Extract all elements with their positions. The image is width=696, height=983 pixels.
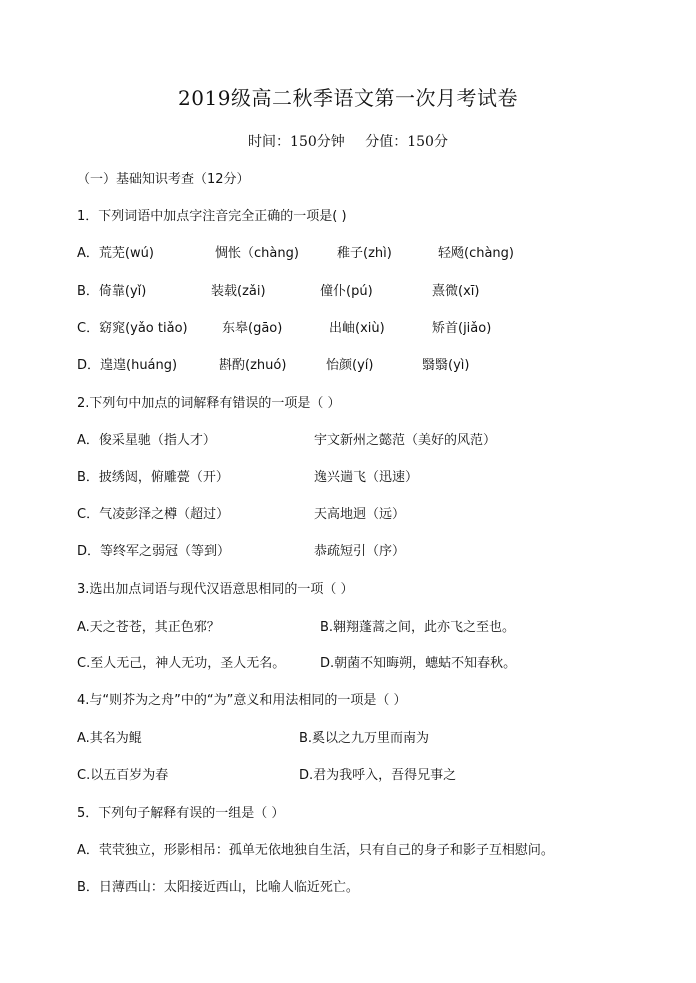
q4-stem: 4.与“则芥为之舟”中的“为”意义和用法相同的一项是（ ） [77, 693, 407, 708]
q5-option-b: B．日薄西山：太阳接近西山，比喻人临近死亡。 [77, 880, 359, 895]
q2-option-d-1: D．等终军之弱冠（等到） [77, 544, 231, 559]
q1-option-b-2: 装载(zǎi) [211, 284, 266, 299]
q1-option-a-3: 稚子(zhì) [337, 246, 392, 261]
exam-subtitle [0, 131, 696, 151]
q1-option-c-1: C．窈窕(yǎo tiǎo) [77, 321, 188, 336]
q3-option-a: A.天之苍苍，其正色邪？ [77, 620, 220, 635]
q1-option-b-3: 僮仆(pú) [320, 284, 373, 299]
q1-option-c-3: 出岫(xiù) [329, 321, 385, 336]
q2-option-c-1: C．气凌彭泽之樽（超过） [77, 507, 230, 522]
q4-option-b: B.奚以之九万里而南为 [299, 731, 430, 746]
q4-option-d: D.君为我呼入，吾得兄事之 [299, 768, 457, 783]
q5-option-a: A．茕茕独立，形影相吊：孤单无依地独自生活，只有自己的身子和影子互相慰问。 [77, 843, 554, 858]
q2-option-b-2: 逸兴遄飞（迅速） [314, 470, 419, 485]
q2-option-c-2: 天高地迥（远） [314, 507, 406, 522]
q1-option-d-3: 怡颜(yí) [326, 358, 374, 373]
q2-option-a-1: A．俊采星驰（指人才） [77, 433, 216, 448]
q3-option-d: D.朝菌不知晦朔，蟪蛄不知春秋。 [320, 656, 517, 671]
q2-stem: 2.下列句中加点的词解释有错误的一项是（ ） [77, 396, 341, 411]
q2-option-d-2: 恭疏短引（序） [314, 544, 406, 559]
q2-option-b-1: B．披绣闼，俯雕甍（开） [77, 470, 229, 485]
section-heading: （一）基础知识考查（12分） [77, 172, 250, 187]
q1-option-c-2: 东皋(gāo) [222, 321, 283, 336]
q1-option-a-1: A．荒芜(wú) [77, 246, 154, 261]
q1-stem: 1．下列词语中加点字注音完全正确的一项是( ) [77, 209, 347, 224]
q4-option-a: A.其名为鲲 [77, 731, 142, 746]
exam-time: 时间：150分钟 [248, 134, 345, 150]
q1-option-a-4: 轻飏(chàng) [438, 246, 514, 261]
q1-option-d-1: D．遑遑(huáng) [77, 358, 178, 373]
q1-option-d-4: 翳翳(yì) [422, 358, 470, 373]
q3-stem: 3.选出加点词语与现代汉语意思相同的一项（ ） [77, 582, 354, 597]
exam-score: 分值：150分 [365, 134, 448, 150]
q1-option-b-1: B．倚靠(yǐ) [77, 284, 147, 299]
q1-option-b-4: 熹微(xī) [432, 284, 480, 299]
q1-option-d-2: 斟酌(zhuó) [219, 358, 287, 373]
q1-option-c-4: 矫首(jiǎo) [432, 321, 492, 336]
exam-title: 2019级高二秋季语文第一次月考试卷 [178, 86, 518, 110]
q3-option-c: C.至人无己，神人无功，圣人无名。 [77, 656, 286, 671]
q1-option-a-2: 惆怅（chàng) [215, 246, 299, 261]
q3-option-b: B.翱翔蓬蒿之间，此亦飞之至也。 [320, 620, 516, 635]
q2-option-a-2: 宇文新州之懿范（美好的风范） [314, 433, 497, 448]
q4-option-c: C.以五百岁为春 [77, 768, 169, 783]
q5-stem: 5．下列句子解释有误的一组是（ ） [77, 806, 285, 821]
